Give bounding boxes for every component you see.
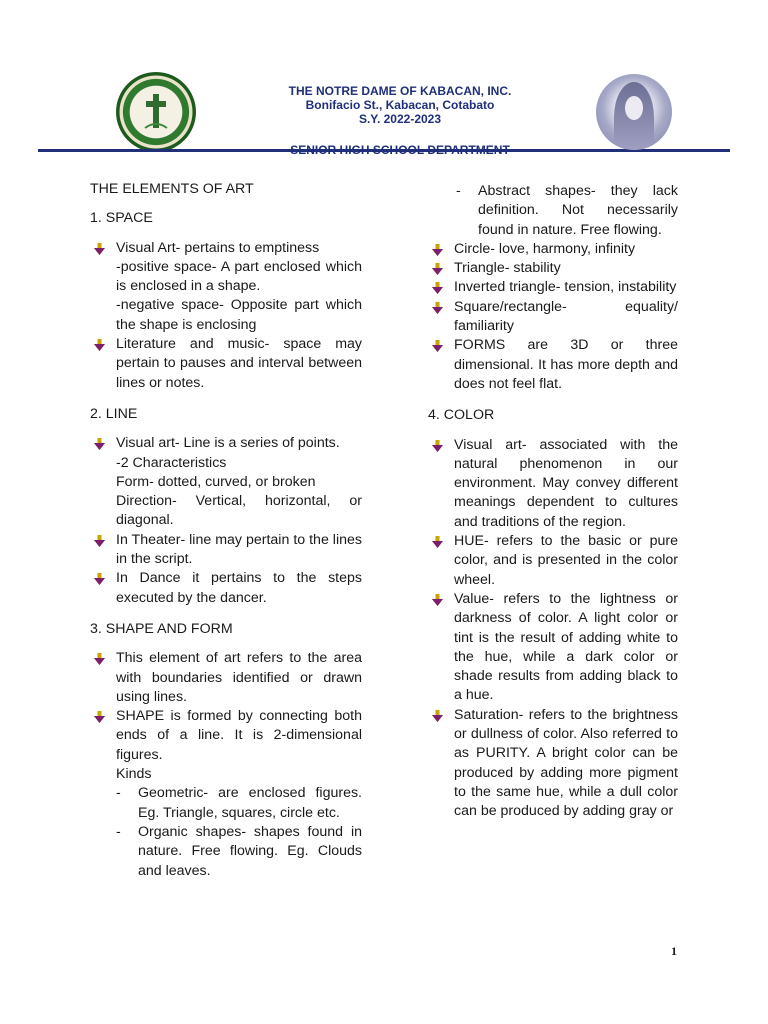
school-year: S.Y. 2022-2023 — [358, 112, 442, 126]
list-item-text: Visual Art- pertains to emptiness — [116, 239, 320, 256]
arrow-bullet-icon — [432, 282, 443, 294]
list-subline: Form- dotted, curved, or broken — [116, 473, 316, 490]
list-item — [454, 278, 678, 297]
right-column — [428, 182, 678, 822]
list-item-text: In Dance it pertains to the steps executed by the dancer. — [116, 570, 362, 606]
list-item — [454, 532, 678, 590]
list-subline: -2 Characteristics — [116, 454, 227, 471]
list-item — [454, 436, 678, 532]
arrow-bullet-icon — [432, 263, 443, 275]
arrow-bullet-icon — [432, 710, 443, 722]
list-item — [454, 240, 678, 259]
arrow-bullet-icon — [432, 340, 443, 352]
school-name: THE NOTRE DAME OF KABACAN, INC. — [288, 84, 512, 98]
kinds-list — [116, 784, 362, 880]
arrow-bullet-icon — [94, 243, 105, 255]
list-item-text: Saturation- refers to the brightness or dullness of color. Also referred to as PURITY. A bright color can be produced by adding more pigment to the same hue, while a dull color can be produced by adding gray or — [454, 706, 678, 820]
list-item-text: In Theater- line may pertain to the lines in the script. — [116, 531, 362, 568]
cross-icon — [143, 92, 169, 132]
list-item-text: FORMS are 3D or three dimensional. It has more depth and does not feel flat. — [454, 337, 678, 392]
kinds-list-continued — [428, 182, 678, 240]
list-subline: Kinds — [116, 766, 152, 783]
list-item-text: SHAPE is formed by connecting both ends of a line. It is 2-dimensional figures. — [116, 708, 362, 763]
list-item — [454, 590, 678, 706]
list-item — [116, 569, 362, 608]
list-item-text: HUE- refers to the basic or pure color, and is presented in the color wheel. — [454, 533, 678, 588]
arrow-bullet-icon — [432, 244, 443, 256]
arrow-bullet-icon — [432, 594, 443, 606]
list-item — [454, 706, 678, 822]
list-item: - Geometric- are enclosed figures. Eg. Triangle, squares, circle etc. — [138, 784, 362, 823]
school-address: Bonifacio St., Kabacan, Cotabato — [305, 98, 495, 112]
list-item — [116, 335, 362, 393]
color-list — [428, 436, 678, 822]
list-item-text: Visual art- Line is a series of points. — [116, 435, 340, 452]
arrow-bullet-icon — [432, 536, 443, 548]
list-item — [454, 259, 678, 278]
list-item-text: Triangle- stability — [454, 260, 561, 277]
document-title: THE ELEMENTS OF ART — [90, 181, 254, 197]
section-heading-shape: 3. SHAPE AND FORM — [90, 620, 233, 637]
list-subline: Direction- Vertical, horizontal, or diagonal. — [116, 493, 362, 529]
list-item-text: Literature and music- space may pertain to pauses and interval between lines or notes. — [116, 336, 362, 391]
list-item: - Abstract shapes- they lack definition. Not necessarily found in nature. Free flowing. — [478, 182, 678, 240]
shape-meaning-list — [428, 240, 678, 394]
section-heading-space: 1. SPACE — [90, 210, 153, 227]
list-item — [116, 434, 362, 530]
list-item-text: Value- refers to the lightness or darkness of color. A light color or tint is the result of adding white to the hue, while a dark color or shade results from adding black to a hue. — [454, 590, 678, 704]
list-item-text: Inverted triangle- tension, instability — [454, 279, 677, 296]
arrow-bullet-icon — [432, 440, 443, 452]
list-item: - Organic shapes- shapes found in nature. Free flowing. Eg. Clouds and leaves. — [138, 823, 362, 881]
list-item-text: Square/rectangle- equality/ familiarity — [454, 298, 678, 335]
list-item — [116, 649, 362, 707]
page-header — [0, 0, 768, 160]
section-heading-line: 2. LINE — [90, 405, 138, 422]
section-heading-color: 4. COLOR — [428, 407, 495, 424]
page-number: 1 — [671, 944, 677, 958]
list-subline: -negative space- Opposite part which the shape is enclosing — [116, 297, 362, 333]
line-list — [90, 434, 362, 608]
school-info — [220, 84, 580, 126]
list-item — [116, 707, 362, 881]
madonna-logo — [596, 74, 672, 150]
list-item — [454, 336, 678, 394]
arrow-bullet-icon — [94, 535, 105, 547]
arrow-bullet-icon — [94, 711, 105, 723]
list-item-text: Visual art- associated with the natural phenomenon in our environment. May convey different meanings dependent to cultures and traditions of the region. — [454, 436, 678, 530]
list-subline: -positive space- A part enclosed which is enclosed in a shape. — [116, 258, 362, 295]
shape-list — [90, 649, 362, 881]
arrow-bullet-icon — [94, 653, 105, 665]
arrow-bullet-icon — [94, 438, 105, 450]
list-item-text: Circle- love, harmony, infinity — [454, 240, 636, 257]
school-seal-logo — [116, 72, 196, 152]
arrow-bullet-icon — [94, 573, 105, 585]
list-item — [116, 239, 362, 335]
arrow-bullet-icon — [94, 339, 105, 351]
list-item-text: This element of art refers to the area with boundaries identified or drawn using lines. — [116, 650, 362, 705]
left-column — [90, 180, 362, 881]
arrow-bullet-icon — [432, 302, 443, 314]
list-item — [454, 298, 678, 337]
space-list — [90, 239, 362, 393]
list-item — [116, 531, 362, 570]
